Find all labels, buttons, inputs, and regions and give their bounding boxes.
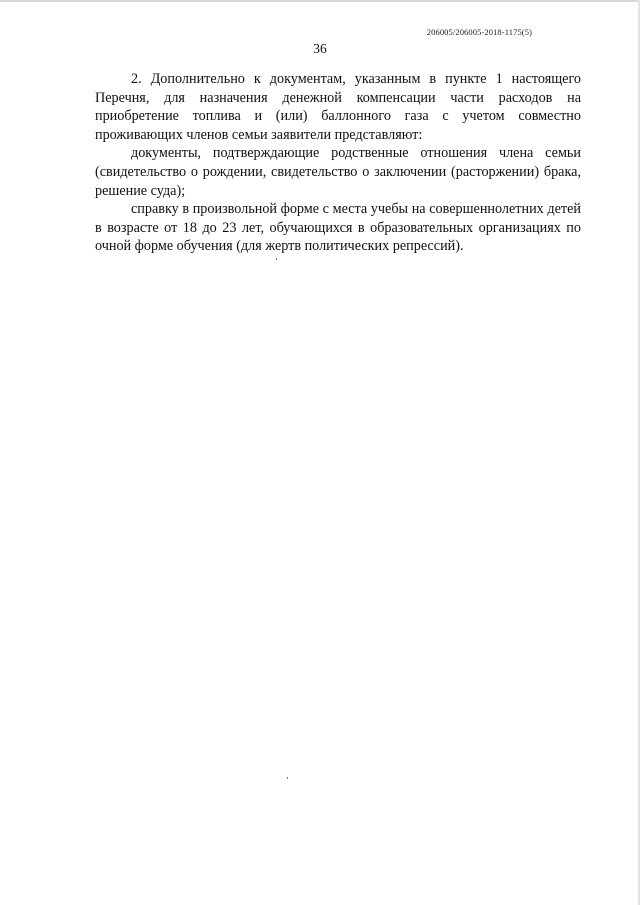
paragraph-family-documents: документы, подтверждающие родственные отношения члена семьи (свидетельство о рождении, свидетельство о заключении (расторжении) брака, решение суда); — [95, 145, 581, 199]
paragraph-study-certificate: справку в произвольной форме с места учебы на совершеннолетних детей в возрасте от 18 до 23 лет, обучающихся в образовательных организациях по очной форме обучения (для жертв политических репрессий). — [95, 201, 581, 255]
page-number: 36 — [313, 41, 327, 56]
paragraph-item-2: 2. Дополнительно к документам, указанным в пункте 1 настоящего Перечня, для назначения денежной компенсации части расходов на приобретение топлива и (или) баллонного газа с учетом совместно проживающих членов семьи заявители представляют: — [95, 71, 581, 143]
document-id: 206005/206005-2018-1175(5) — [426, 27, 532, 37]
scan-speck — [276, 258, 277, 260]
scan-edge-top — [0, 0, 640, 2]
document-body — [95, 70, 581, 256]
scan-speck — [287, 777, 288, 779]
